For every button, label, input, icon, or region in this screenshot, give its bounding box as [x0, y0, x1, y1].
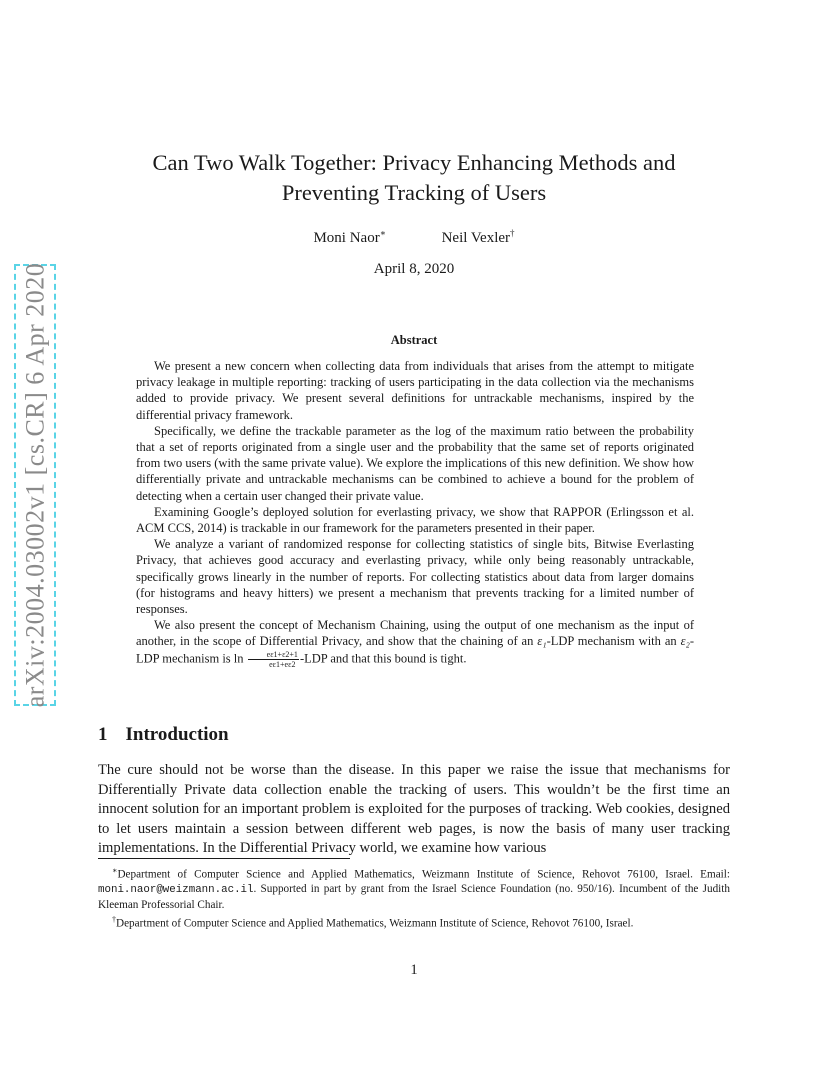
introduction-paragraph: The cure should not be worse than the disease. In this paper we raise the issue that mechanisms for Differentially Private data collection enable the tracking of users. This wouldn’t be the first time an innocent solution for an important problem is exploited for the purposes of tracking. Web cookies, designed to let users maintain a session between different web pages, is now the basis of many user tracking implementations. In the Differential Privacy world, we examine how various — [98, 762, 730, 857]
arxiv-id: arXiv:2004.03002v1 [cs.CR] 6 Apr 2020 — [20, 262, 49, 708]
section-title: Introduction — [125, 724, 229, 745]
abstract-p5-start: We also present the concept of Mechanism Chaining, using the output of one mechanism as the input of another, in the scope of Differential Privacy, and show that the chaining of an — [136, 618, 694, 649]
author-list — [98, 228, 730, 247]
abstract-paragraph-2: Specifically, we define the trackable parameter as the log of the maximum ratio between the probability that a set of reports originated from a single user and the probability that the same set of reports originated from two users (with the same private value). We explore the implications of this new definition. We show how differentially private and untrackable mechanisms can be combined to achieve a bound for the problem of detecting when a certain user changed their private value. — [136, 423, 694, 503]
abstract-paragraph-5 — [136, 617, 694, 668]
section-heading-introduction — [98, 724, 229, 746]
abstract-p5-mid2: -LDP mechanism is ln — [136, 634, 695, 666]
author-2 — [442, 228, 515, 247]
abstract-paragraph-3: Examining Google’s deployed solution for everlasting privacy, we show that RAPPOR (Erlingsson et al. ACM CCS, 2014) is trackable in our framework for the parameters presented in their paper. — [136, 504, 694, 536]
abstract-paragraph-1: We present a new concern when collecting data from individuals that arises from the attempt to mitigate privacy leakage in multiple reporting: tracking of users participating in the data collection via the mechanisms added to provide privacy. We present several definitions for untrackable mechanisms, inspired by the differential privacy framework. — [136, 359, 694, 422]
paper-date: April 8, 2020 — [373, 261, 455, 277]
footnote-1-text-a: Department of Computer Science and Applied Mathematics, Weizmann Institute of Science, Rehovot 76100, Israel. Email: — [117, 868, 730, 881]
abstract-heading: Abstract — [390, 333, 438, 347]
fraction-numerator: eε1+ε2+1 — [248, 650, 299, 660]
abstract-body — [136, 358, 694, 669]
page-number: 1 — [410, 962, 418, 978]
footnote-2 — [98, 913, 730, 931]
fraction-denominator: eε1+eε2 — [269, 659, 296, 669]
footnote-2-text: Department of Computer Science and Applied Mathematics, Weizmann Institute of Science, Rehovot 76100, Israel. — [116, 917, 634, 930]
title-line-1: Can Two Walk Together: Privacy Enhancing Methods and — [152, 150, 676, 175]
footnotes — [98, 864, 730, 931]
footnote-divider — [98, 858, 350, 859]
footnote-1-mark: ∗ — [112, 866, 118, 875]
footnote-2-mark: † — [112, 914, 116, 924]
paper-title — [98, 148, 730, 208]
author-2-name: Neil Vexler — [441, 230, 511, 246]
abstract-p5-end: -LDP and that this bound is tight. — [299, 651, 467, 666]
author-1 — [313, 228, 385, 247]
epsilon-1: ε₁ — [537, 634, 547, 649]
footnote-1 — [98, 864, 730, 913]
title-line-2: Preventing Tracking of Users — [281, 180, 547, 205]
footnote-1-email[interactable]: moni.naor@weizmann.ac.il — [98, 884, 254, 897]
footnote-1-text-b: . Supported in part by grant from the Israel Science Foundation (no. 950/16). Incumbent of the Judith Kleeman Professorial Chair. — [98, 883, 730, 911]
chaining-fraction — [248, 650, 299, 669]
abstract-p5-mid1: -LDP mechanism with an — [546, 634, 677, 649]
epsilon-2: ε₂ — [680, 634, 690, 649]
author-1-mark: ∗ — [379, 228, 386, 238]
arxiv-stamp — [14, 264, 56, 706]
author-1-name: Moni Naor — [313, 230, 380, 246]
section-number: 1 — [98, 724, 108, 745]
abstract-paragraph-4: We analyze a variant of randomized response for collecting statistics of single bits, Bitwise Everlasting Privacy, that achieves good accuracy and everlasting privacy, while only being reasonably untrackable, specifically grows linearly in the number of reports. For collecting statistics about data from larger domains (for histograms and heavy hitters) we present a mechanism that prevents tracking for a limited number of responses. — [136, 537, 694, 617]
author-2-mark: † — [510, 228, 515, 238]
